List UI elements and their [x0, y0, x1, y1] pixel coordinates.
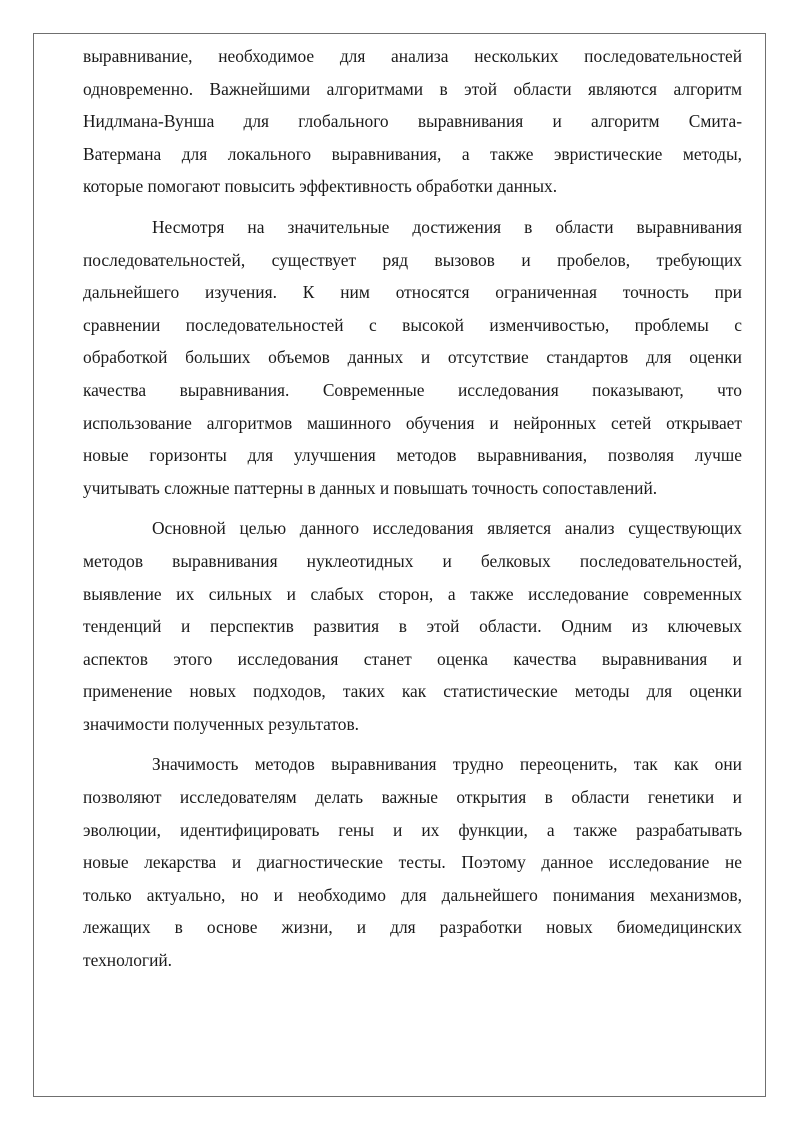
paragraph-1-line-4: Ватермана для локального выравнивания, а также эвристические методы, [83, 143, 742, 164]
paragraph-3-line-1: Основной целью данного исследования является анализ существующих [152, 518, 742, 539]
paragraph-1-line-5: которые помогают повысить эффективность обработки данных. [83, 176, 558, 197]
paragraph-4-line-3: эволюции, идентифицировать гены и их функции, а также разрабатывать [83, 819, 742, 840]
paragraph-2-line-8: новые горизонты для улучшения методов выравнивания, позволяя лучше [83, 445, 742, 466]
paragraph-2-line-3: дальнейшего изучения. К ним относятся ограниченная точность при [83, 282, 742, 303]
paragraph-4-line-4: новые лекарства и диагностические тесты. Поэтому данное исследование не [83, 852, 742, 873]
paragraph-2-line-7: использование алгоритмов машинного обучения и нейронных сетей открывает [83, 412, 742, 433]
paragraph-3 [83, 512, 742, 740]
paragraph-3-line-2: методов выравнивания нуклеотидных и белковых последовательностей, [83, 550, 742, 571]
paragraph-4-line-5: только актуально, но и необходимо для дальнейшего понимания механизмов, [83, 884, 742, 905]
paragraph-2 [83, 211, 742, 504]
paragraph-1-line-3: Нидлмана-Вунша для глобального выравнивания и алгоритм Смита- [83, 111, 742, 132]
paragraph-4-line-7: технологий. [83, 950, 173, 971]
paragraph-3-line-4: тенденций и перспектив развития в этой области. Одним из ключевых [83, 616, 742, 637]
document-body [83, 40, 742, 985]
paragraph-3-line-3: выявление их сильных и слабых сторон, а также исследование современных [83, 583, 742, 604]
paragraph-1-line-2: одновременно. Важнейшими алгоритмами в этой области являются алгоритм [83, 78, 742, 99]
paragraph-2-line-5: обработкой больших объемов данных и отсутствие стандартов для оценки [83, 347, 742, 368]
paragraph-1 [83, 40, 742, 203]
paragraph-1-line-1: выравнивание, необходимое для анализа нескольких последовательностей [83, 46, 742, 66]
paragraph-4-line-1: Значимость методов выравнивания трудно переоценить, так как они [152, 754, 742, 775]
paragraph-2-line-6: качества выравнивания. Современные исследования показывают, что [83, 379, 742, 400]
paragraph-4 [83, 748, 742, 976]
paragraph-3-line-7: значимости полученных результатов. [83, 713, 360, 734]
paragraph-2-line-9: учитывать сложные паттерны в данных и повышать точность сопоставлений. [83, 477, 658, 498]
paragraph-2-line-2: последовательностей, существует ряд вызовов и пробелов, требующих [83, 249, 742, 270]
paragraph-2-line-4: сравнении последовательностей с высокой изменчивостью, проблемы с [83, 314, 742, 335]
paragraph-3-line-6: применение новых подходов, таких как статистические методы для оценки [83, 681, 742, 702]
paragraph-3-line-5: аспектов этого исследования станет оценка качества выравнивания и [83, 648, 742, 669]
paragraph-4-line-2: позволяют исследователям делать важные открытия в области генетики и [83, 787, 742, 808]
paragraph-4-line-6: лежащих в основе жизни, и для разработки новых биомедицинских [83, 917, 742, 938]
paragraph-2-line-1: Несмотря на значительные достижения в области выравнивания [152, 216, 742, 237]
